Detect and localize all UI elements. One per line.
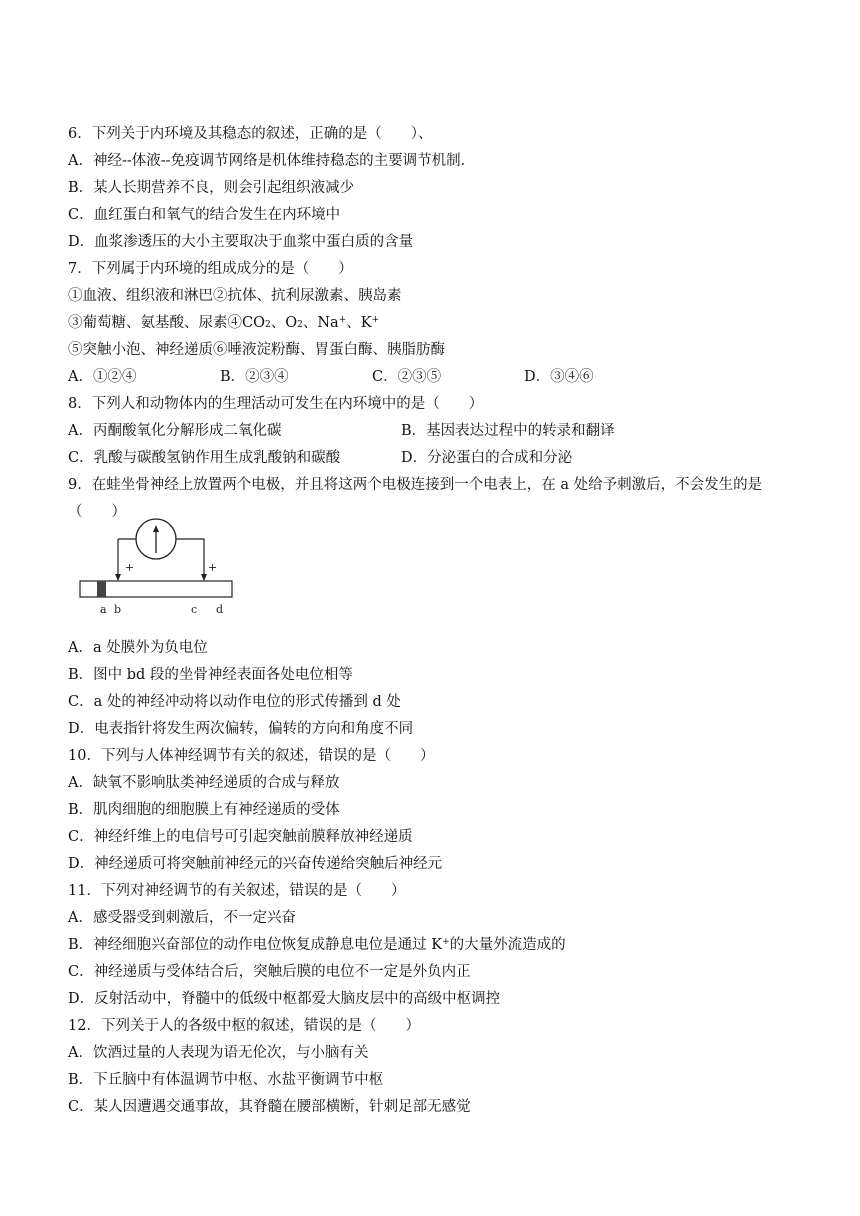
- q7-items-1-2: ①血液、组织液和淋巴②抗体、抗利尿激素、胰岛素: [68, 288, 402, 304]
- q9-stem-continued: （ ）: [68, 504, 126, 520]
- right-electrode-wire: [176, 539, 204, 580]
- q11-option-d: D．反射活动中，脊髓中的低级中枢都爱大脑皮层中的高级中枢调控: [68, 991, 501, 1007]
- q7-option-d: D．③④⑥: [524, 369, 594, 385]
- q6-stem: 6．下列关于内环境及其稳态的叙述，正确的是（ ）、: [68, 126, 433, 142]
- q9-stem: 9．在蛙坐骨神经上放置两个电极，并且将这两个电极连接到一个电表上，在 a 处给予刺激后，不会发生的是: [68, 477, 763, 493]
- q8-option-b: B．基因表达过程中的转录和翻译: [401, 423, 615, 439]
- q11-option-a: A．感受器受到刺激后，不一定兴奋: [68, 910, 296, 926]
- q10-stem: 10．下列与人体神经调节有关的叙述，错误的是（ ）: [68, 748, 435, 764]
- q8-option-a: A．丙酮酸氧化分解形成二氧化碳: [68, 423, 282, 439]
- q9-option-d: D．电表指针将发生两次偏转，偏转的方向和角度不同: [68, 721, 414, 737]
- q10-option-c: C．神经纤维上的电信号可引起突触前膜释放神经递质: [68, 829, 413, 845]
- q8-option-c: C．乳酸与碳酸氢钠作用生成乳酸钠和碳酸: [68, 450, 341, 466]
- q10-option-b: B．肌肉细胞的细胞膜上有神经递质的受体: [68, 802, 340, 818]
- q7-items-5-6: ⑤突触小泡、神经递质⑥唾液淀粉酶、胃蛋白酶、胰脂肪酶: [68, 342, 445, 358]
- q9-option-b: B．图中 bd 段的坐骨神经表面各处电位相等: [68, 667, 353, 683]
- q11-option-c: C．神经递质与受体结合后，突触后膜的电位不一定是外负内正: [68, 964, 471, 980]
- q12-option-c: C．某人因遭遇交通事故，其脊髓在腰部横断，针刺足部无感觉: [68, 1099, 471, 1115]
- q11-stem: 11．下列对神经调节的有关叙述，错误的是（ ）: [68, 883, 406, 899]
- plus-sign-right: +: [208, 561, 218, 574]
- stimulus-point-a: [97, 581, 106, 597]
- q10-option-a: A．缺氧不影响肽类神经递质的合成与释放: [68, 775, 340, 791]
- q8-stem: 8．下列人和动物体内的生理活动可发生在内环境中的是（ ）: [68, 396, 484, 412]
- q9-option-a: A．a 处膜外为负电位: [68, 640, 208, 656]
- q9-option-c: C．a 处的神经冲动将以动作电位的形式传播到 d 处: [68, 694, 401, 710]
- q8-option-d: D．分泌蛋白的合成和分泌: [401, 450, 573, 466]
- label-d: d: [216, 603, 224, 616]
- plus-sign-left: +: [125, 561, 135, 574]
- q12-option-a: A．饮酒过量的人表现为语无伦次，与小脑有关: [68, 1045, 369, 1061]
- label-c: c: [191, 603, 198, 616]
- q6-option-c: C．血红蛋白和氧气的结合发生在内环境中: [68, 207, 341, 223]
- nerve-electrode-diagram: [76, 517, 236, 617]
- q7-items-3-4: ③葡萄糖、氨基酸、尿素$④CO_2$、$O_2$、Na+、K+: [68, 315, 380, 331]
- q7-option-b: B．②③④: [220, 369, 289, 385]
- q6-option-b: B．某人长期营养不良，则会引起组织液减少: [68, 180, 355, 196]
- q6-option-a: A．神经--体液--免疫调节网络是机体维持稳态的主要调节机制．: [68, 153, 476, 169]
- q10-option-d: D．神经递质可将突触前神经元的兴奋传递给突触后神经元: [68, 856, 443, 872]
- q7-option-a: A．①②④: [68, 369, 137, 385]
- q6-option-d: D．血浆渗透压的大小主要取决于血浆中蛋白质的含量: [68, 234, 414, 250]
- q12-option-b: B．下丘脑中有体温调节中枢、水盐平衡调节中枢: [68, 1072, 384, 1088]
- label-a: a: [100, 603, 107, 616]
- q7-stem: 7．下列属于内环境的组成成分的是（ ）: [68, 261, 353, 277]
- label-b: b: [114, 603, 122, 616]
- q7-option-c: C．②③⑤: [372, 369, 442, 385]
- q11-option-b: B．神经细胞兴奋部位的动作电位恢复成静息电位是通过 K+的大量外流造成的: [68, 937, 566, 953]
- q12-stem: 12．下列关于人的各级中枢的叙述，错误的是（ ）: [68, 1018, 420, 1034]
